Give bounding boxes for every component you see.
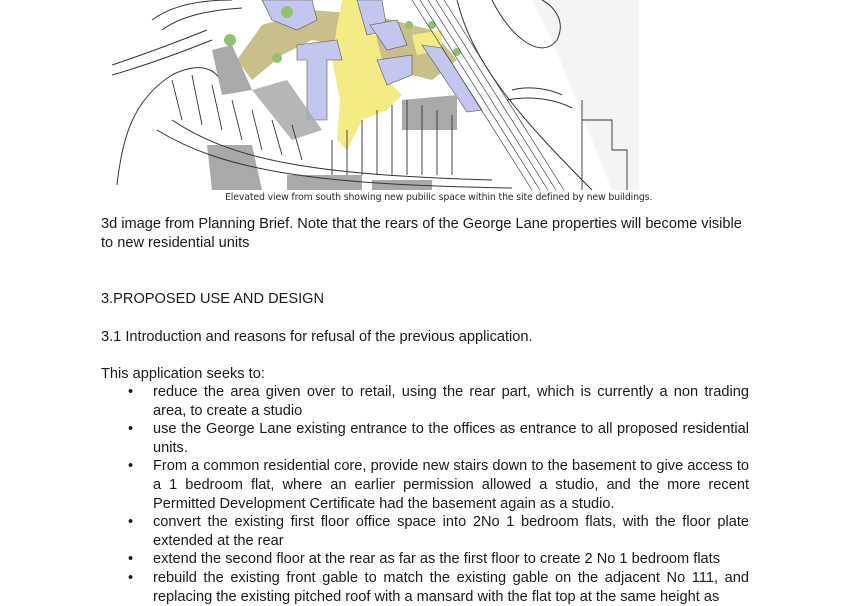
bullet-icon: • [128,458,134,475]
list-item-text: extend the second floor at the rear as far as the first floor to create 2 No 1 bedroom flats [153,551,721,568]
subsection-heading: 3.1 Introduction and reasons for refusal of the previous application. [101,329,533,345]
bullet-icon: • [128,384,134,400]
bullet-icon: • [128,514,134,531]
list-item-text: From a common residential core, provide new stairs down to the basement to give access to a 1 bedroom flat, where an earlier permission allowed a studio, and the more recent Permitted Development Certificate had the basement again as a studio. [153,458,749,512]
list-item-text: rebuild the existing front gable to match the existing gable on the adjacent No 111, and replacing the existing pitched roof with a mansard with the flat top at the same height as [153,569,749,605]
figure-note: 3d image from Planning Brief. Note that the rears of the George Lane properties will become visible to new residential units [101,216,742,251]
list-item-text: reduce the area given over to retail, using the rear part, which is currently a non trading area, to create a studio [153,384,749,419]
section-heading: 3.PROPOSED USE AND DESIGN [101,291,325,307]
proposal-list [101,383,749,606]
list-item [101,550,749,569]
list-item-text: use the George Lane existing entrance to the offices as entrance to all proposed residential units. [153,421,749,456]
list-item [101,457,749,513]
site-plan-illustration [112,0,639,190]
bullet-icon: • [128,569,134,586]
list-item [101,420,749,457]
figure-caption: Elevated view from south showing new pubilic space within the site defined by new buildings. [225,192,653,203]
list-item [101,569,749,606]
list-item [101,383,749,420]
list-item-text: convert the existing first floor office space into 2No 1 bedroom flats, with the floor plate extended at the rear [153,514,749,549]
intro-paragraph: This application seeks to: [101,366,265,382]
bullet-icon: • [128,551,134,568]
bullet-icon: • [128,421,134,438]
site-plan-figure [112,0,653,208]
list-item [101,513,749,550]
